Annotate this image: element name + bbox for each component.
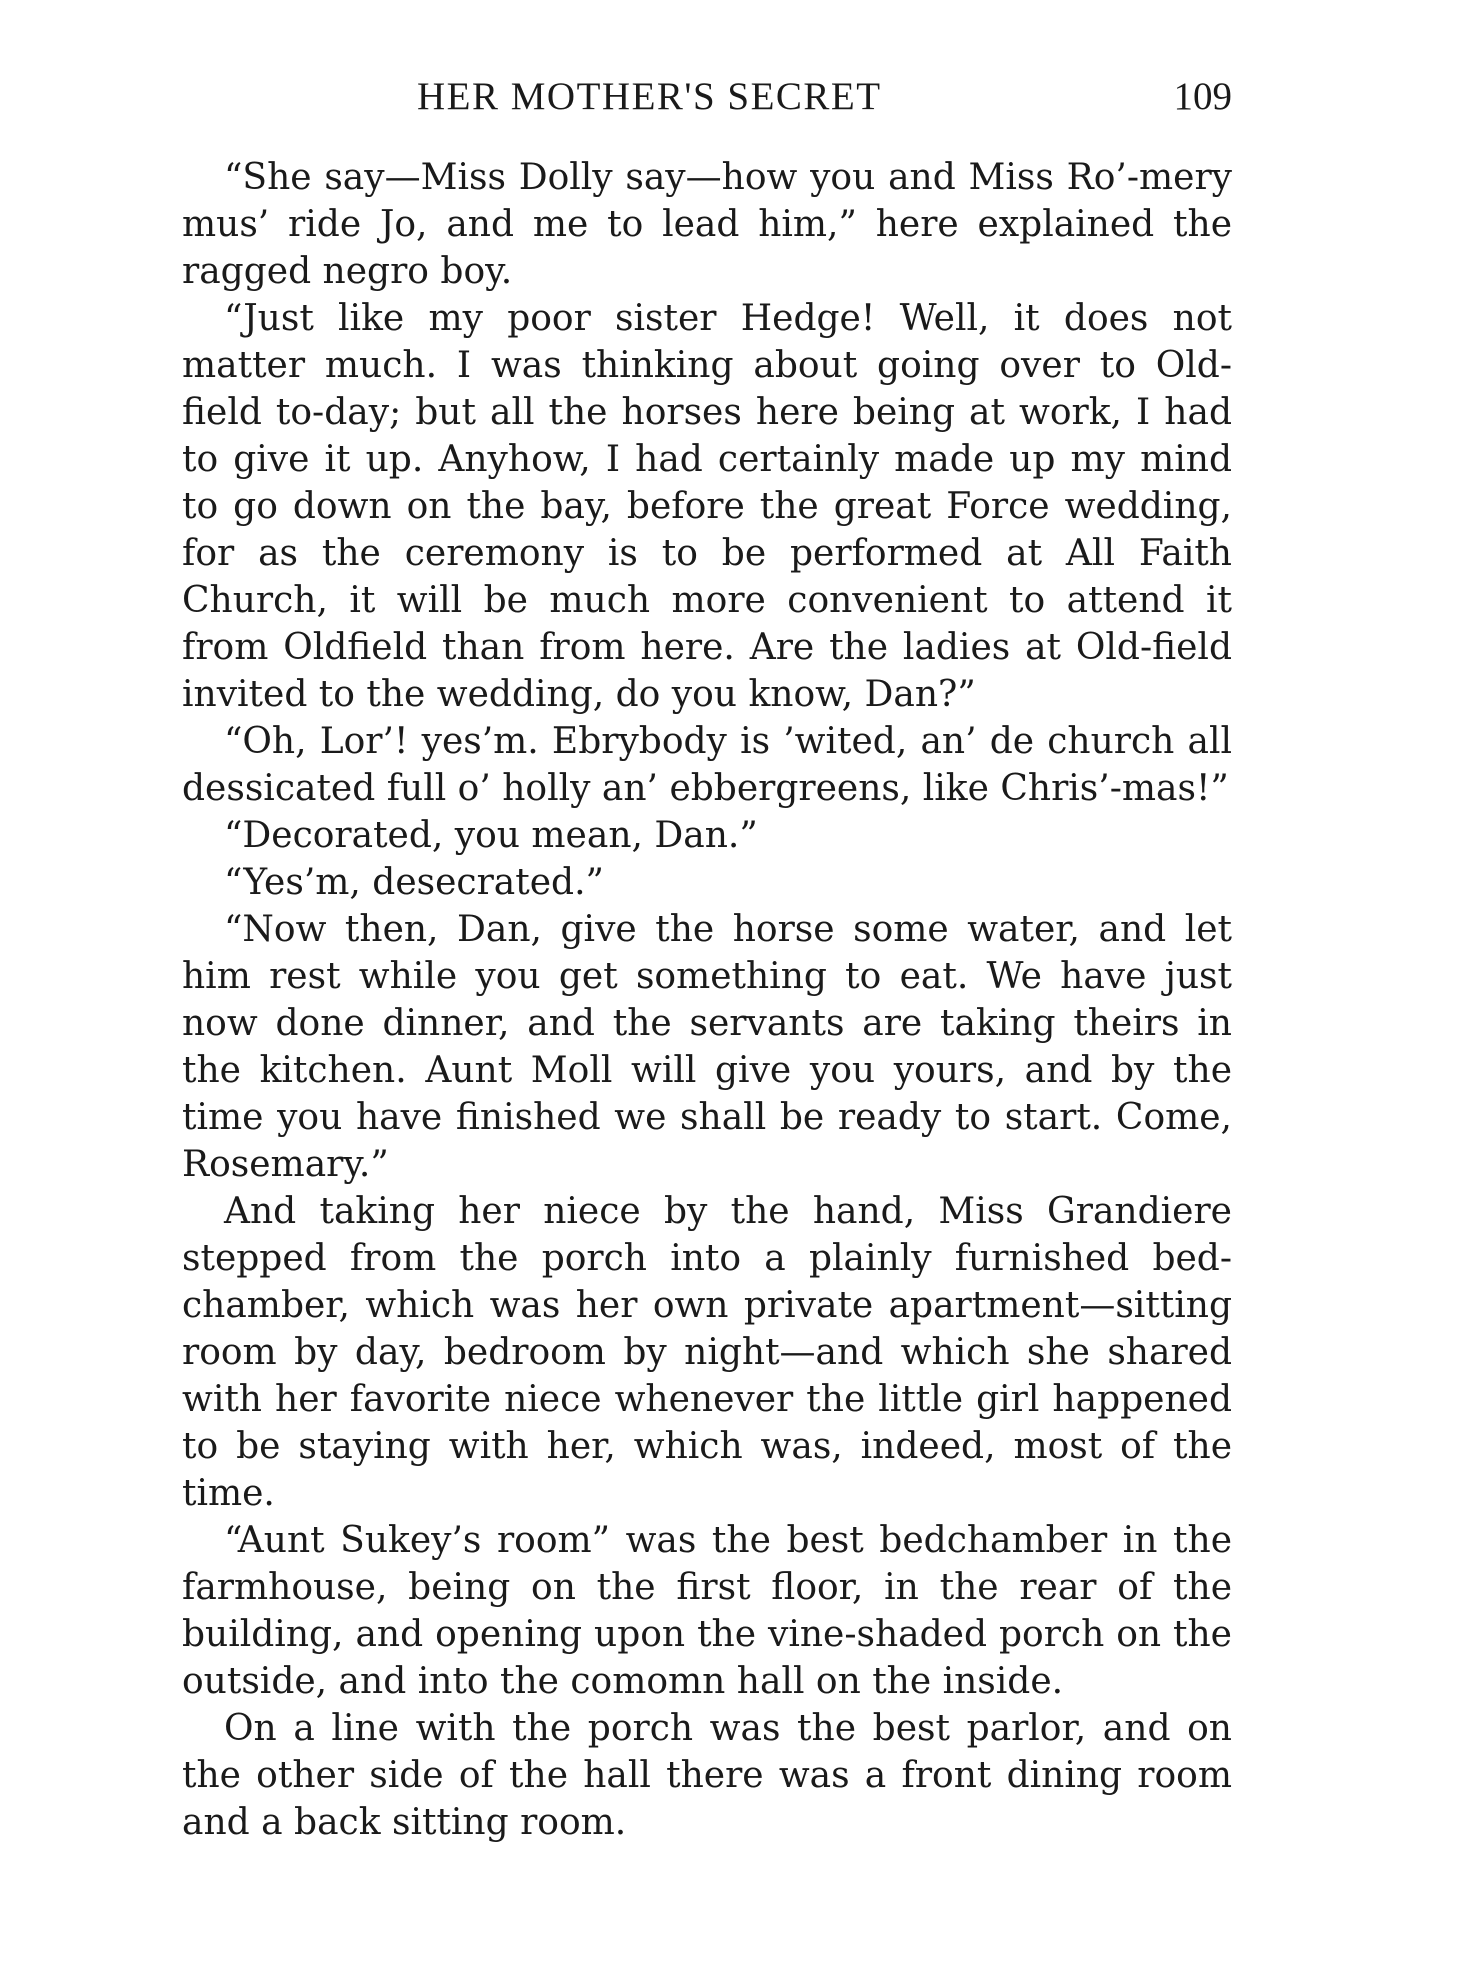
paragraph: “Oh, Lor’! yes’m. Ebrybody is ’wited, an’ de church all dessicated full o’ holly an’ ebbergreens, like Chris’-mas!” — [182, 721, 1232, 809]
body-text — [182, 154, 1232, 1846]
paragraph: “Just like my poor sister Hedge! Well, it does not matter much. I was thinking about going over to Old-field to-day; but all the horses here being at work, I had to give it up. Anyhow, I had certainly made up my mind to go down on the bay, before the great Force wedding, for as the ceremony is to be performed at All Faith Church, it will be much more convenient to attend it from Oldfield than from here. Are the ladies at Old-field invited to the wedding, do you know, Dan?” — [182, 298, 1232, 715]
paragraph: “Yes’m, desecrated.” — [224, 862, 604, 903]
paragraph: “Decorated, you mean, Dan.” — [224, 815, 758, 856]
paragraph: On a line with the porch was the best parlor, and on the other side of the hall there was a front dining room and a back sitting room. — [182, 1708, 1232, 1843]
paragraph: “She say—Miss Dolly say—how you and Miss Ro’-mery mus’ ride Jo, and me to lead him,” here explained the ragged negro boy. — [182, 157, 1232, 292]
running-head — [182, 74, 1232, 134]
running-title: HER MOTHER'S SECRET — [417, 75, 882, 118]
page-number: 109 — [1173, 75, 1232, 118]
paragraph: And taking her niece by the hand, Miss Grandiere stepped from the porch into a plainly furnished bed-chamber, which was her own private apartment—sitting room by day, bedroom by night—and which she shared with her favorite niece whenever the little girl happened to be staying with her, which was, indeed, most of the time. — [182, 1191, 1232, 1514]
paragraph: “Aunt Sukey’s room” was the best bedchamber in the farmhouse, being on the first floor, in the rear of the building, and opening upon the vine-shaded porch on the outside, and into the comomn hall on the inside. — [182, 1520, 1232, 1702]
paragraph: “Now then, Dan, give the horse some water, and let him rest while you get something to eat. We have just now done dinner, and the servants are taking theirs in the kitchen. Aunt Moll will give you yours, and by the time you have finished we shall be ready to start. Come, Rosemary.” — [182, 909, 1232, 1185]
